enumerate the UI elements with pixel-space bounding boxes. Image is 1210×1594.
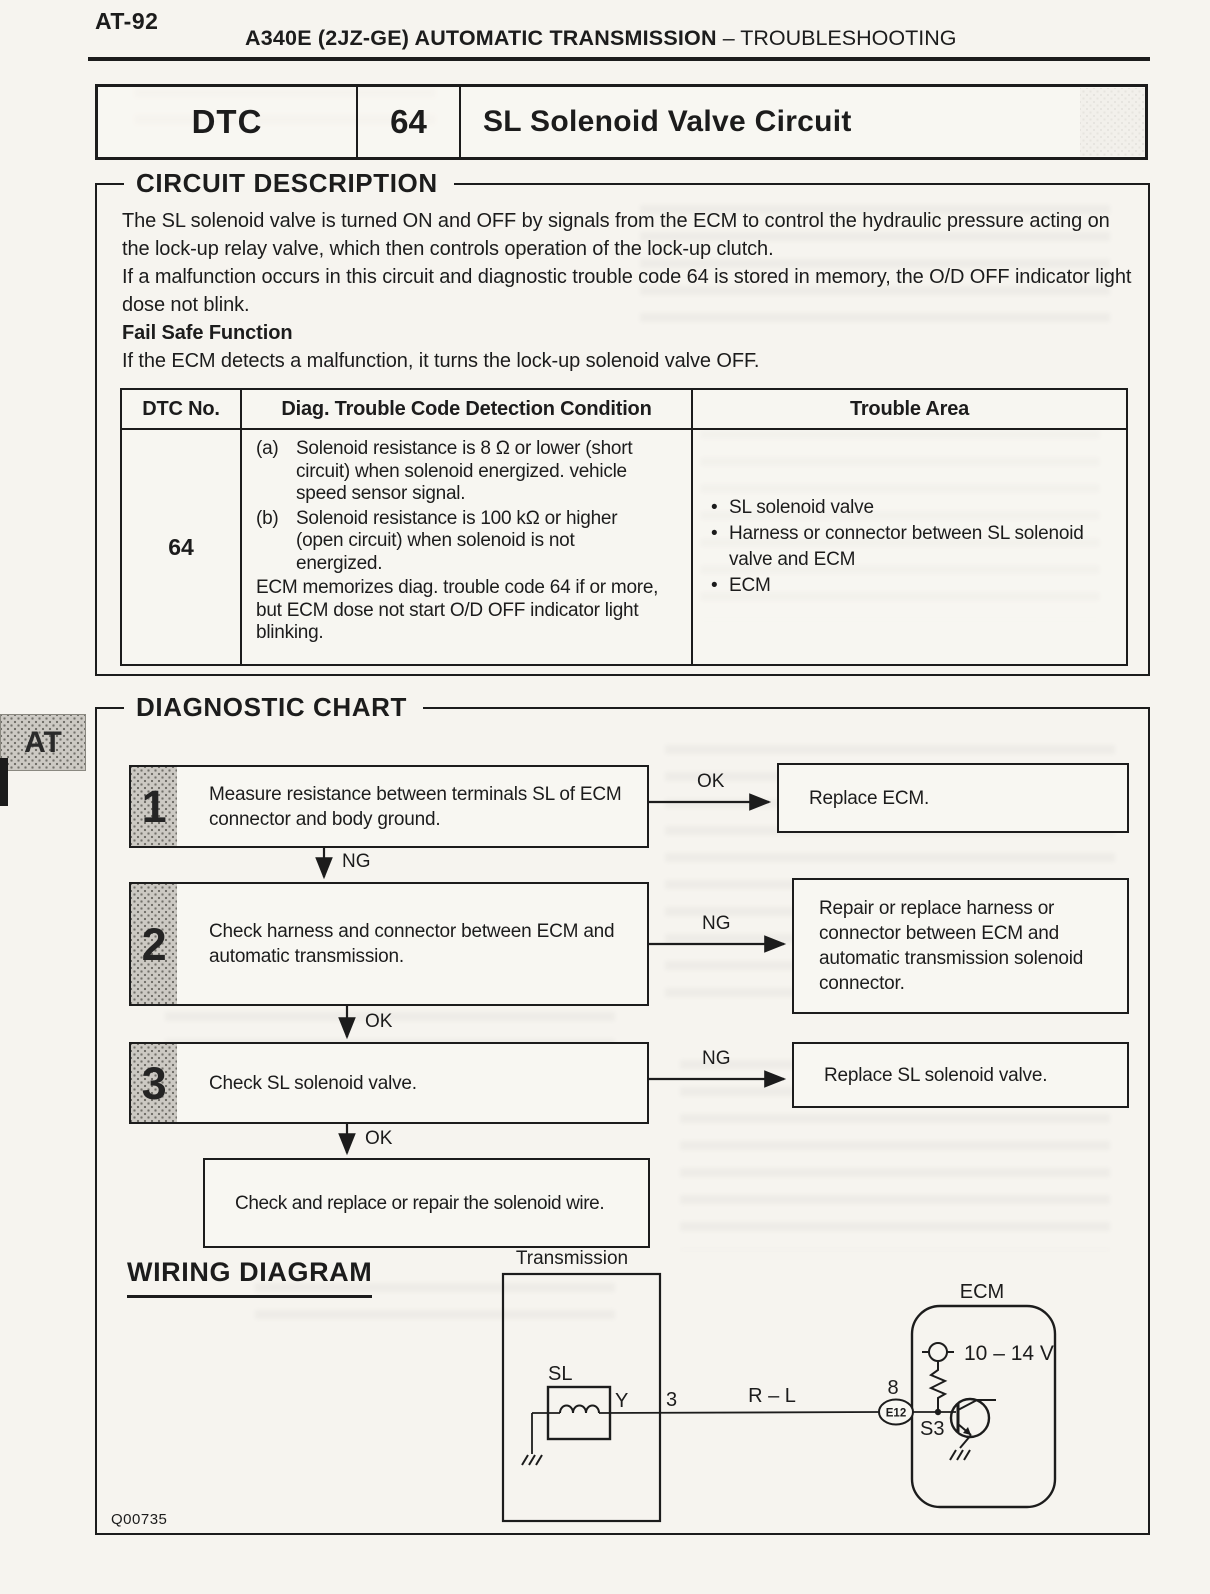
table-header-dtc-no: DTC No. (122, 390, 242, 430)
voltage-label: 10 – 14 V (964, 1342, 1054, 1365)
flow-action-check-wire (203, 1158, 650, 1248)
flow-step-3-box (129, 1042, 649, 1124)
flow-label-ng: NG (702, 913, 731, 934)
flow-label-ok: OK (365, 1128, 393, 1149)
step-number-badge: 2 (131, 884, 177, 1004)
diagnostic-chart-heading: DIAGNOSTIC CHART (124, 692, 423, 723)
junction-dot (935, 1409, 941, 1415)
condition-item (256, 438, 681, 506)
step-text: Measure resistance between terminals SL of ECM connector and body ground. (209, 783, 622, 830)
dtc-title: SL Solenoid Valve Circuit (483, 105, 852, 138)
fail-safe-heading: Fail Safe Function (122, 322, 293, 344)
trouble-area-text: SL solenoid valve (729, 497, 874, 518)
transmission-box (503, 1274, 660, 1521)
trouble-area-item (711, 495, 1114, 521)
ecm-label: ECM (959, 1281, 1005, 1303)
flow-step-1-box (129, 765, 649, 848)
step-text: Check SL solenoid valve. (209, 1072, 417, 1094)
description-paragraph: If a malfunction occurs in this circuit and diagnostic trouble code 64 is stored in memory, the O/D OFF indicator light dose not blink. (122, 266, 1132, 316)
condition-item-label: (b) (256, 507, 279, 529)
condition-note: ECM memorizes diag. trouble code 64 if or more, but ECM dose not start O/D OFF indicator light blinking. (256, 577, 659, 643)
page-header-title (245, 26, 956, 51)
page-edge-mark (0, 758, 8, 806)
transmission-label: Transmission (515, 1248, 629, 1269)
table-cell-dtc-no: 64 (122, 430, 242, 664)
connector-e12 (879, 1400, 913, 1425)
header-title-main: A340E (2JZ-GE) AUTOMATIC TRANSMISSION (245, 26, 717, 50)
flow-action-replace-solenoid (792, 1042, 1129, 1108)
bullet-icon: • (711, 523, 718, 544)
dtc-code: 64 (358, 87, 461, 157)
table-header-trouble-area: Trouble Area (693, 390, 1126, 430)
diagnostic-chart-section (95, 707, 1150, 1535)
flow-action-repair-harness (792, 878, 1129, 1014)
terminal-8-label: 8 (887, 1377, 899, 1399)
condition-item-text: Solenoid resistance is 100 kΩ or higher (open circuit) when solenoid is not energized. (296, 507, 618, 574)
fail-safe-text: If the ECM detects a malfunction, it turns the lock-up solenoid valve OFF. (122, 350, 760, 372)
flow-label-ok: OK (697, 771, 725, 792)
dtc-detection-table (120, 388, 1128, 666)
ecm-terminal-s3-label: S3 (920, 1418, 945, 1440)
circuit-description-section (95, 183, 1150, 676)
bullet-icon: • (711, 497, 718, 518)
circuit-description-heading: CIRCUIT DESCRIPTION (124, 168, 454, 199)
header-rule (88, 57, 1150, 61)
ecm-box (912, 1306, 1055, 1507)
section-tab-at: AT (0, 714, 86, 771)
flow-step-2-box (129, 882, 649, 1006)
flow-label-ng: NG (342, 851, 371, 872)
table-cell-trouble-area (693, 430, 1126, 664)
trouble-area-text: Harness or connector between SL solenoid valve and ECM (729, 523, 1084, 570)
condition-item-text: Solenoid resistance is 8 Ω or lower (short circuit) when solenoid energized. vehicle speed sensor signal. (296, 438, 633, 504)
terminal-3-label: 3 (666, 1389, 678, 1411)
transistor-icon (951, 1399, 996, 1448)
header-title-sub: – TROUBLESHOOTING (722, 26, 957, 50)
bullet-icon: • (711, 575, 718, 596)
step-number-badge: 3 (131, 1044, 177, 1122)
action-text: Replace ECM. (809, 787, 930, 809)
solenoid-coil-icon (560, 1406, 599, 1414)
power-source-icon (922, 1343, 954, 1361)
dtc-label: DTC (98, 87, 358, 157)
trouble-area-item (711, 521, 1114, 573)
ground-icon (950, 1450, 970, 1460)
flow-action-replace-ecm (777, 763, 1129, 833)
step-text: Check harness and connector between ECM and automatic transmission. (209, 921, 615, 967)
circuit-description-text (122, 207, 1134, 375)
condition-item-label: (a) (256, 438, 279, 459)
trouble-area-text: ECM (729, 575, 771, 596)
connector-label: E12 (885, 1407, 907, 1420)
trouble-area-item (711, 573, 1114, 599)
table-cell-condition (242, 430, 693, 664)
action-text: Replace SL solenoid valve. (824, 1064, 1048, 1086)
condition-item (256, 508, 681, 576)
ground-icon (522, 1455, 542, 1465)
wiring-diagram-heading: WIRING DIAGRAM (127, 1257, 372, 1298)
dtc-banner (95, 84, 1148, 160)
resistor-icon (931, 1361, 945, 1412)
wire-color-solenoid-label: Y (615, 1390, 629, 1412)
flow-label-ng: NG (702, 1048, 731, 1069)
step-number-badge: 1 (131, 767, 177, 846)
action-text: Check and replace or repair the solenoid wire. (235, 1192, 605, 1214)
figure-code: Q00735 (111, 1511, 168, 1528)
action-text: Repair or replace harness or connector between ECM and automatic transmission solenoid connector. (819, 898, 1084, 994)
wire-color-label: R – L (748, 1385, 796, 1407)
table-header-condition: Diag. Trouble Code Detection Condition (242, 390, 693, 430)
page-number: AT-92 (95, 8, 159, 34)
wiring-diagram (442, 1242, 1102, 1537)
flow-label-ok: OK (365, 1011, 393, 1032)
description-paragraph: The SL solenoid valve is turned ON and OFF by signals from the ECM to control the hydraulic pressure acting on the lock-up relay valve, which then controls operation of the lock-up clutch. (122, 210, 1110, 260)
solenoid-label: SL (548, 1363, 573, 1385)
